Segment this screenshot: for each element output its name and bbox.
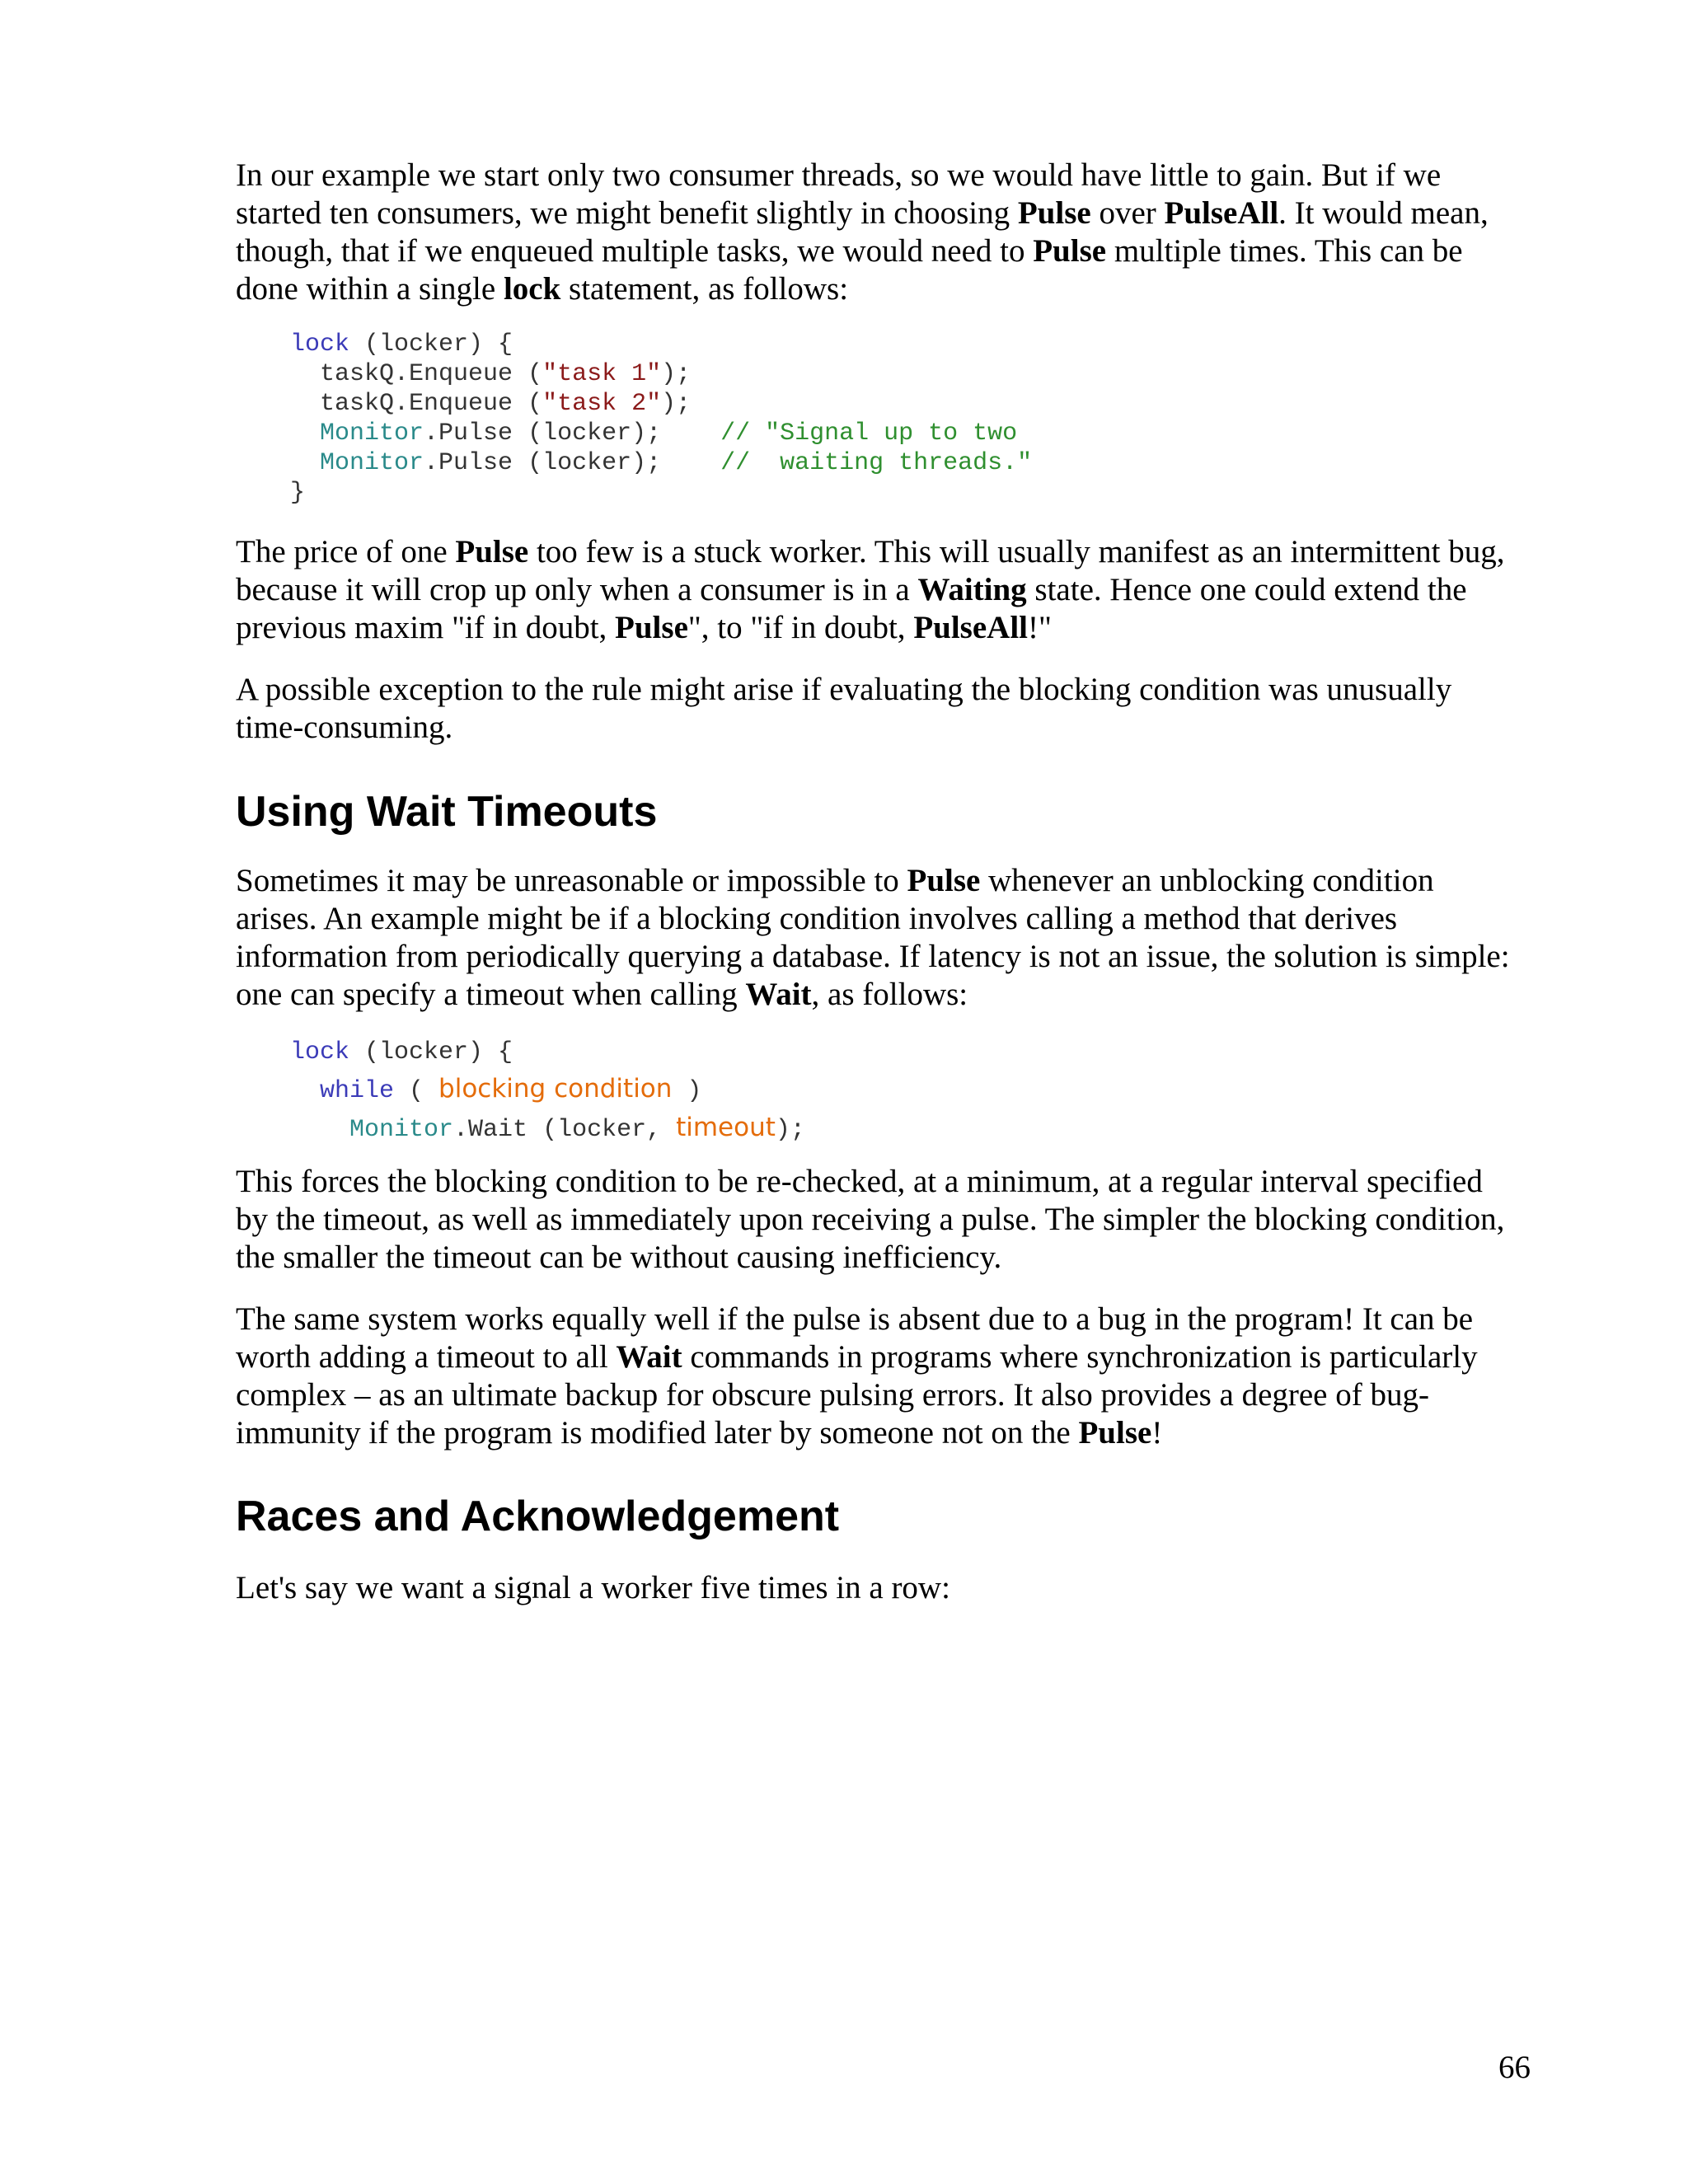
code-string: "task 1" xyxy=(542,360,662,388)
heading-races-and-acknowledgement: Races and Acknowledgement xyxy=(236,1493,840,1540)
bold-term: PulseAll xyxy=(913,610,1028,645)
paragraph-exception: A possible exception to the rule might arise if evaluating the blocking condition was unusually time-consuming. xyxy=(236,672,1452,745)
text-run: commands in programs where synchronization is particularly complex – as an ultimate backup for obscure pulsing errors. It also provides a degree of bug-immunity if the program is modified later by someone not on the xyxy=(236,1339,1478,1451)
text-run: The same system works equally well if the pulse is absent due to a bug in the program! It can be worth adding a timeout to all xyxy=(236,1301,1474,1375)
code-keyword: lock xyxy=(290,1038,350,1066)
bold-term: lock xyxy=(503,271,561,307)
text-run: state. Hence one could extend the previous maxim "if in doubt, xyxy=(236,572,1467,645)
bold-term: Pulse xyxy=(615,610,688,645)
text-run: multiple times. This can be done within a single xyxy=(236,233,1463,307)
text-run: statement, as follows: xyxy=(560,271,849,307)
code-placeholder: timeout xyxy=(676,1113,776,1142)
heading-using-wait-timeouts: Using Wait Timeouts xyxy=(236,788,658,836)
code-text: (locker) { xyxy=(349,330,513,359)
code-text: } xyxy=(290,479,306,507)
text-run: In our example we start only two consumer threads, so we would have little to gain. But if we started ten consumers, we might benefit slightly in choosing xyxy=(236,157,1442,231)
code-block-enqueue-pulse xyxy=(290,330,1032,508)
text-run: whenever an unblocking condition arises. An example might be if a blocking condition involves calling a method that derives information from periodically querying a database. If latency is not an issue, the solution is simple: one can specify a timeout when calling xyxy=(236,863,1510,1012)
bold-term: Pulse xyxy=(1078,1415,1152,1451)
code-type: Monitor xyxy=(320,419,424,448)
text-run: !" xyxy=(1027,610,1052,645)
text-run: ", to "if in doubt, xyxy=(687,610,914,645)
paragraph-bug-immunity xyxy=(236,1301,1522,1452)
code-text: ); xyxy=(661,360,692,388)
text-run: ! xyxy=(1151,1415,1163,1451)
paragraph-timeout-intro xyxy=(236,862,1522,1014)
text-run: , as follows: xyxy=(811,977,968,1012)
bold-term: Wait xyxy=(745,977,812,1012)
code-text: .Pulse (locker); xyxy=(424,419,721,448)
text-run: The price of one xyxy=(236,534,456,569)
code-comment: // waiting threads." xyxy=(720,449,1033,477)
code-text: .Pulse (locker); xyxy=(424,449,721,477)
code-text: ) xyxy=(672,1077,702,1105)
text-run: too few is a stuck worker. This will usually manifest as an intermittent bug, because it will crop up only when a consumer is in a xyxy=(236,534,1505,607)
code-string: "task 2" xyxy=(542,390,662,418)
code-text: taskQ.Enqueue ( xyxy=(290,390,543,418)
code-comment: // "Signal up to two xyxy=(720,419,1018,448)
code-keyword: while xyxy=(320,1077,395,1105)
code-placeholder: blocking condition xyxy=(438,1074,673,1104)
code-text: (locker) { xyxy=(349,1038,513,1066)
paragraph-recheck: This forces the blocking condition to be re-checked, at a minimum, at a regular interval specified by the timeout, as well as immediately upon receiving a pulse. The simpler the blocking condition, the smaller the timeout can be without causing inefficiency. xyxy=(236,1164,1505,1275)
bold-term: Pulse xyxy=(1033,233,1107,269)
code-text: ); xyxy=(661,390,692,418)
bold-term: PulseAll xyxy=(1164,195,1279,231)
bold-term: Waiting xyxy=(917,572,1027,607)
paragraph-stuck-worker xyxy=(236,533,1522,647)
text-run: over xyxy=(1090,195,1165,231)
paragraph-pulse-vs-pulseall xyxy=(236,157,1522,308)
code-type: Monitor xyxy=(349,1116,454,1144)
code-text: ( xyxy=(394,1077,439,1105)
page-number: 66 xyxy=(1498,2050,1531,2085)
code-text: ); xyxy=(775,1116,805,1144)
code-text: .Wait (locker, xyxy=(453,1116,677,1144)
text-run: . It would mean, though, that if we enqueued multiple tasks, we would need to xyxy=(236,195,1489,269)
code-text: taskQ.Enqueue ( xyxy=(290,360,543,388)
code-block-wait-timeout xyxy=(290,1034,805,1148)
bold-term: Pulse xyxy=(455,534,529,569)
bold-term: Pulse xyxy=(1017,195,1091,231)
code-type: Monitor xyxy=(320,449,424,477)
bold-term: Wait xyxy=(616,1339,682,1375)
bold-term: Pulse xyxy=(907,863,981,898)
text-run: Sometimes it may be unreasonable or impossible to xyxy=(236,863,907,898)
paragraph-signal-five-times: Let's say we want a signal a worker five times in a row: xyxy=(236,1570,950,1605)
code-keyword: lock xyxy=(290,330,350,359)
